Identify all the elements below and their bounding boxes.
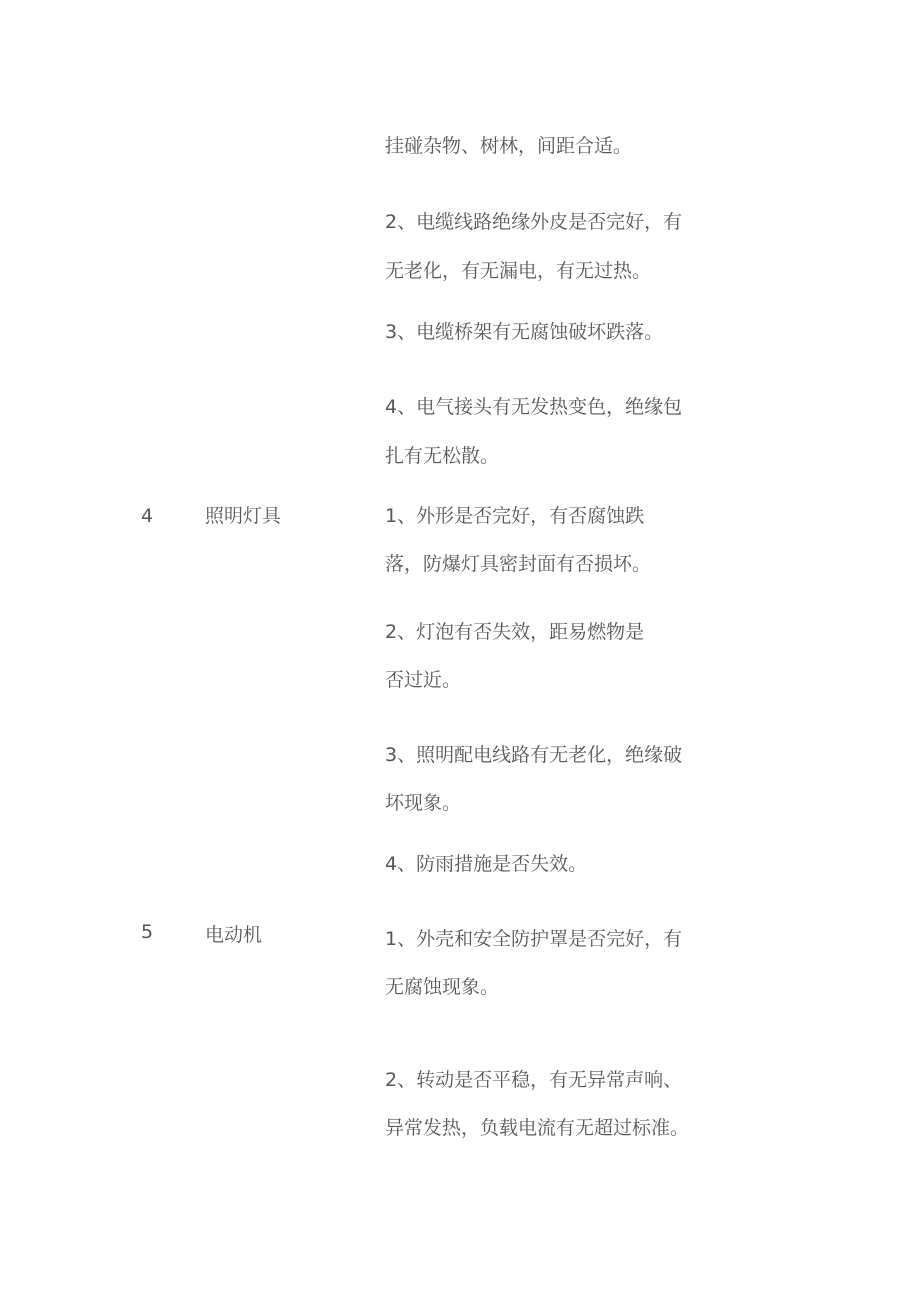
check-text-line: 4、防雨措施是否失效。: [385, 853, 588, 875]
check-text-line: 1、外壳和安全防护罩是否完好，有: [385, 928, 683, 950]
check-text-line: 异常发热，负载电流有无超过标准。: [385, 1117, 690, 1139]
row-item-name: 电动机: [205, 924, 263, 946]
row-number: 4: [141, 505, 154, 527]
check-text-line: 4、电气接头有无发热变色，绝缘包: [385, 396, 683, 418]
check-text-line: 2、灯泡有否失效，距易燃物是: [385, 621, 645, 643]
row-item-name: 照明灯具: [205, 505, 282, 527]
check-text-line: 3、照明配电线路有无老化，绝缘破: [385, 744, 683, 766]
check-text-line: 2、转动是否平稳，有无异常声响、: [385, 1069, 683, 1091]
check-text-line: 无腐蚀现象。: [385, 976, 500, 998]
check-text-line: 3、电缆桥架有无腐蚀破坏跌落。: [385, 321, 664, 343]
check-text-line: 坏现象。: [385, 792, 462, 814]
check-text-line: 1、外形是否完好，有否腐蚀跌: [385, 505, 645, 527]
check-text-line: 否过近。: [385, 669, 462, 691]
check-text-line: 挂碰杂物、树林，间距合适。: [385, 135, 633, 157]
check-text-line: 落，防爆灯具密封面有否损坏。: [385, 553, 652, 575]
row-number: 5: [141, 921, 154, 943]
check-text-line: 扎有无松散。: [385, 445, 500, 467]
check-text-line: 无老化，有无漏电，有无过热。: [385, 260, 652, 282]
check-text-line: 2、电缆线路绝缘外皮是否完好，有: [385, 211, 683, 233]
